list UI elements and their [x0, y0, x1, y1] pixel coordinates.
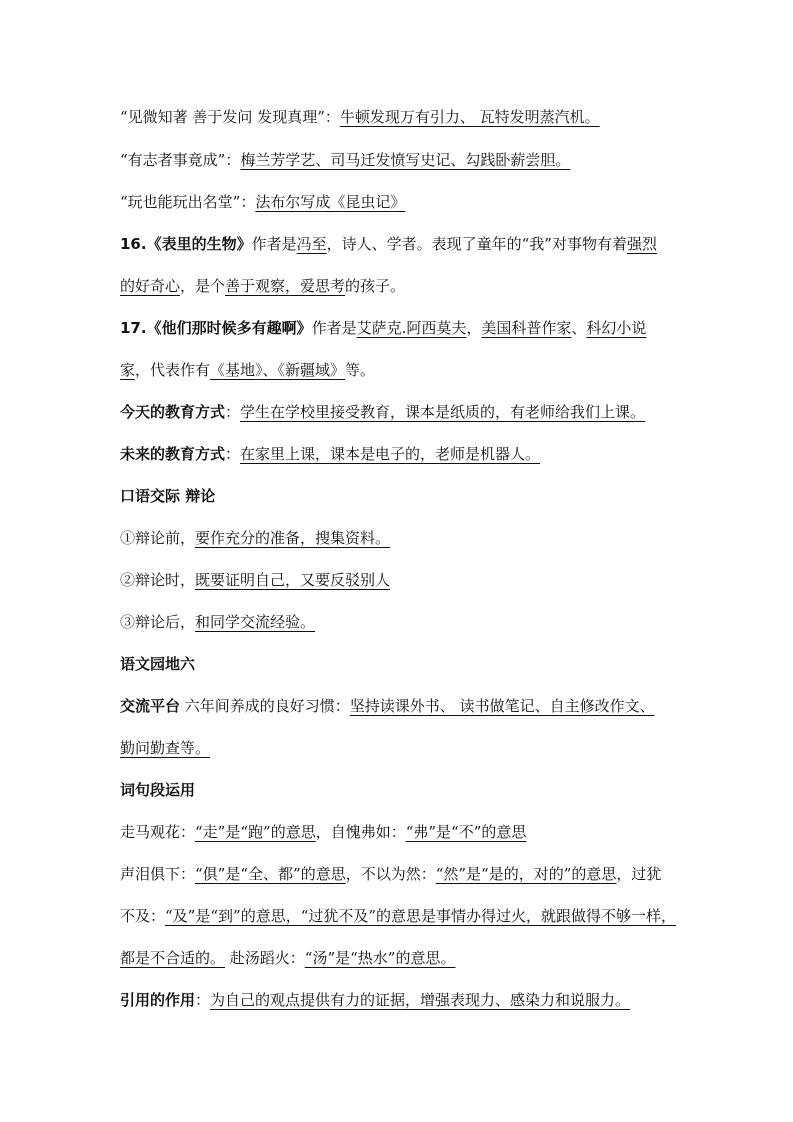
answer-text: 既要证明自己，又要反驳别人 — [195, 571, 391, 589]
garden-heading: 语文园地六 — [120, 655, 196, 673]
answer-text: 家 — [120, 361, 136, 379]
answer-text: 美国科普作家 — [481, 319, 572, 337]
words-heading: 词句段运用 — [120, 781, 196, 799]
debate-point-2 — [120, 570, 676, 590]
answer-text: “及”是“到”的意思，“过犹不及”的意思是事情办得过火，就跟做得不够一样， — [165, 907, 677, 925]
exchange-line-1 — [120, 696, 676, 716]
line-wanye — [120, 192, 676, 212]
section-17-line-2 — [120, 360, 676, 380]
text: ②辩论时， — [120, 571, 196, 589]
answer-text: 强烈 — [626, 235, 657, 253]
future-label: 未来的教育方式 — [120, 445, 226, 463]
answer-text: 勤问勤查等。 — [120, 739, 211, 757]
line-youzhizhe — [120, 150, 676, 170]
text: 走马观花： — [120, 823, 196, 841]
words-line-1 — [120, 822, 676, 842]
section-16-title: 16.《表里的生物》 — [120, 235, 252, 253]
section-16-line-2 — [120, 276, 676, 296]
answer-text: 梅兰芳学艺、司马迁发愤写史记、勾践卧薪尝胆。 — [240, 151, 571, 169]
words-line-3 — [120, 906, 676, 926]
text: ： — [195, 991, 211, 1009]
answer-text: 善于观察，爱思考 — [225, 277, 346, 295]
author-name: 冯至 — [296, 235, 327, 253]
section-16-line-1 — [120, 234, 676, 254]
text: ，代表作有 — [135, 361, 211, 379]
quote-label: “有志者事竟成”： — [120, 151, 241, 169]
words-line-2 — [120, 864, 676, 884]
line-quote-function — [120, 990, 676, 1010]
answer-text: 的好奇心 — [120, 277, 181, 295]
text: ③辩论后， — [120, 613, 196, 631]
quote-label: “见微知著 善于发问 发现真理”： — [120, 108, 340, 126]
answer-text: “汤”是“热水”的意思。 — [304, 949, 456, 967]
text: ，不以为然： — [345, 865, 436, 883]
line-jianweizhizhu — [120, 107, 676, 127]
answer-text: 坚持读课外书、 读书做笔记、自主修改作文、 — [349, 697, 655, 715]
exchange-label: 交流平台 — [120, 697, 181, 715]
text: 作者是 — [251, 235, 297, 253]
future-text: 在家里上课，课本是电子的，老师是机器人。 — [240, 445, 541, 463]
quote-function-label: 引用的作用 — [120, 991, 196, 1009]
text: ，自愧弗如： — [315, 823, 406, 841]
works-list: 《基地》、《新疆域》 — [210, 361, 346, 379]
answer-text: “走”是“跑”的意思 — [195, 823, 316, 841]
text: 声泪俱下： — [120, 865, 196, 883]
today-text: 学生在学校里接受教育，课本是纸质的，有老师给我们上课。 — [240, 403, 646, 421]
text: 六年间养成的良好习惯： — [180, 697, 350, 715]
section-17-title: 17.《他们那时候多有趣啊》 — [120, 319, 312, 337]
text: ①辩论前， — [120, 529, 196, 547]
quote-label: “玩也能玩出名堂”： — [120, 193, 256, 211]
text: 的孩子。 — [345, 277, 406, 295]
debate-point-1 — [120, 528, 676, 548]
text: ，诗人、学者。表现了童年的“我”对事物有着 — [326, 235, 627, 253]
text: ，是个 — [180, 277, 226, 295]
answer-text: “俱”是“全、都”的意思 — [195, 865, 346, 883]
answer-text: 科幻小说 — [586, 319, 647, 337]
answer-text: 要作充分的准备，搜集资料。 — [195, 529, 391, 547]
quote-function-text: 为自己的观点提供有力的证据，增强表现力、感染力和说服力。 — [210, 991, 631, 1009]
answer-text: “然”是“是的，对的”的意思 — [435, 865, 617, 883]
text: 赴汤蹈火： — [225, 949, 305, 967]
section-17-line-1 — [120, 318, 676, 338]
answer-text: 法布尔写成《昆虫记》 — [255, 193, 406, 211]
line-future-education — [120, 444, 676, 464]
text: ： — [225, 445, 241, 463]
exchange-line-2 — [120, 738, 676, 758]
text: 不及： — [120, 907, 166, 925]
answer-text: 牛顿发现万有引力、 瓦特发明蒸汽机。 — [339, 108, 600, 126]
text: 、 — [571, 319, 587, 337]
text: 等。 — [345, 361, 376, 379]
words-line-4 — [120, 948, 676, 968]
answer-text: 和同学交流经验。 — [195, 613, 316, 631]
text: ，过犹 — [616, 865, 662, 883]
line-today-education — [120, 402, 676, 422]
debate-heading: 口语交际 辩论 — [120, 487, 216, 505]
text: ： — [225, 403, 241, 421]
author-name: 艾萨克.阿西莫夫 — [356, 319, 467, 337]
today-label: 今天的教育方式 — [120, 403, 226, 421]
text: 作者是 — [311, 319, 357, 337]
answer-text: “弗”是“不”的意思 — [405, 823, 527, 841]
text: ， — [466, 319, 482, 337]
answer-text: 都是不合适的。 — [120, 949, 226, 967]
debate-point-3 — [120, 612, 676, 632]
